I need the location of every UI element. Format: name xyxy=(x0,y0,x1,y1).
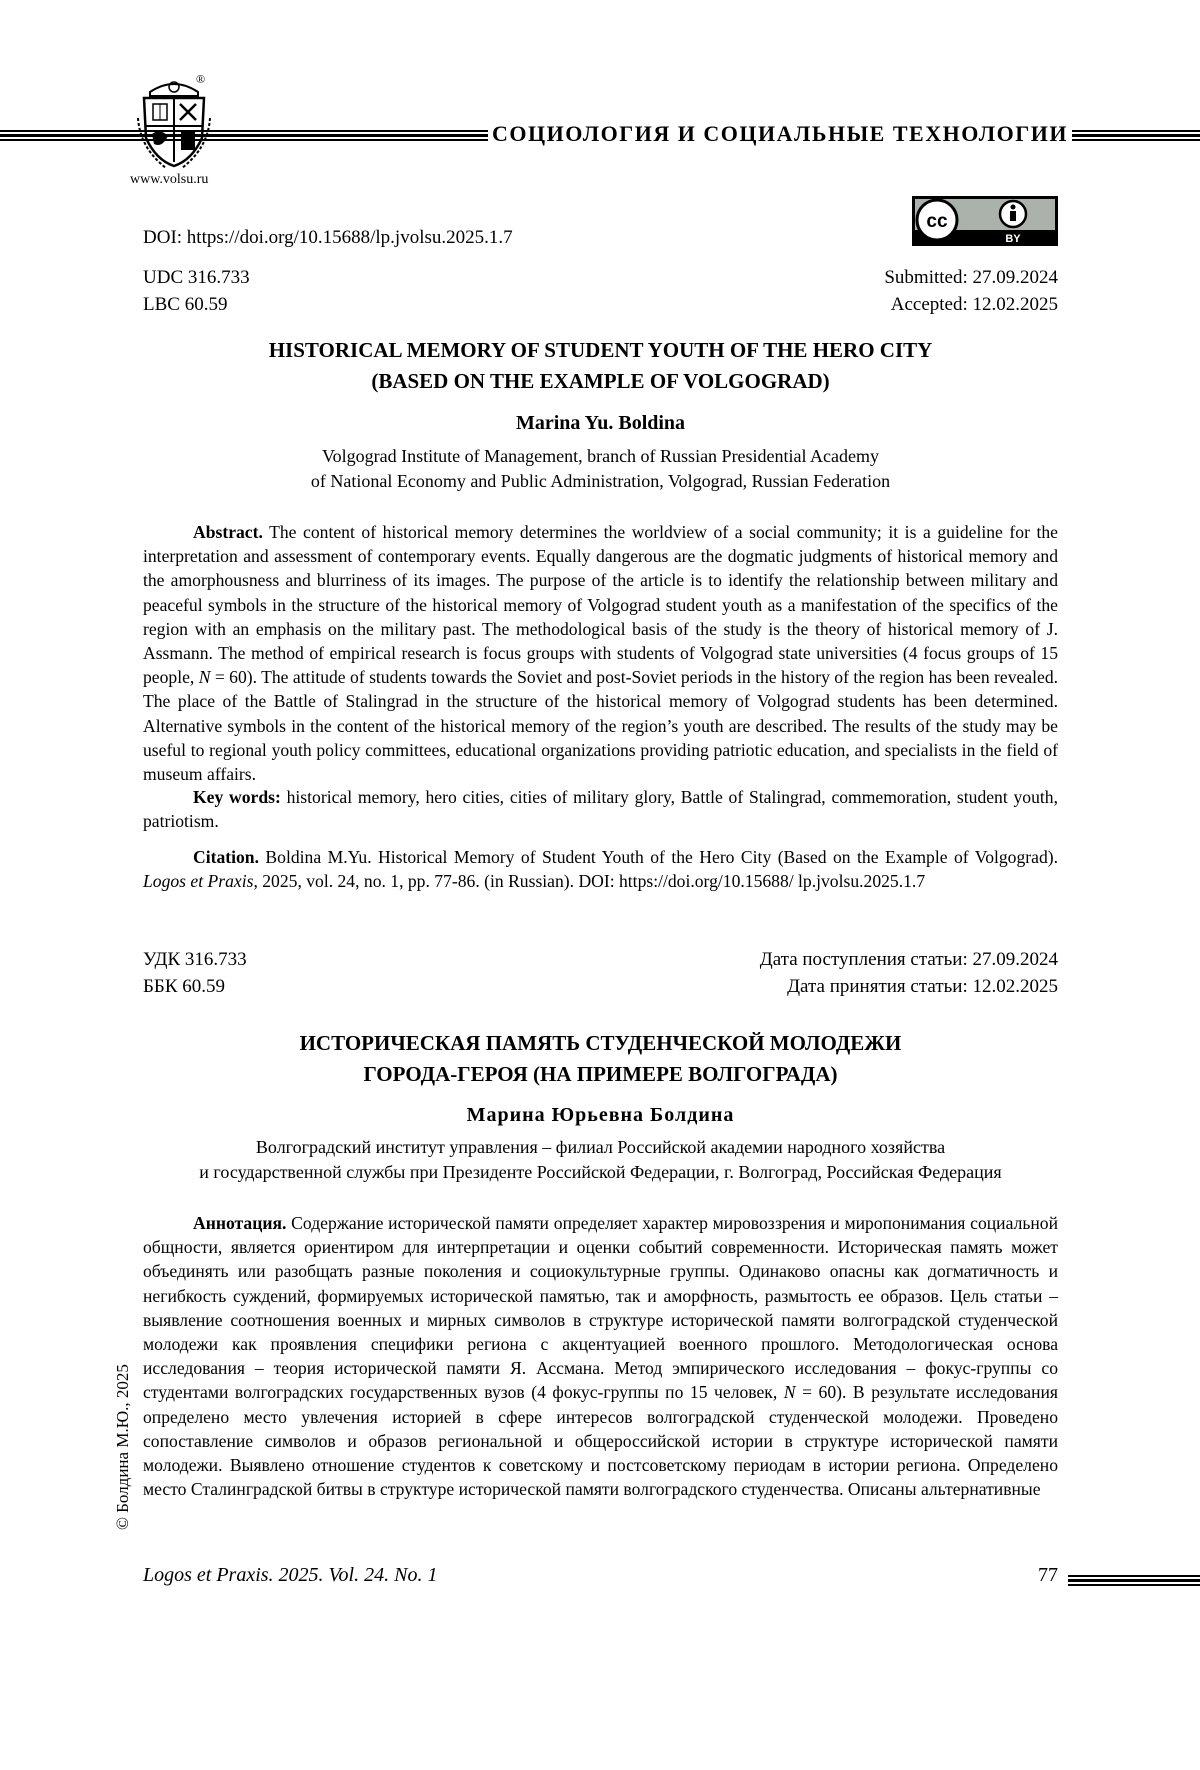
header-rule-left xyxy=(0,130,488,144)
header-rule-right xyxy=(1072,130,1200,144)
footer-rule xyxy=(1068,1575,1200,1589)
accepted-date: Accepted: 12.02.2025 xyxy=(890,294,1058,315)
svg-text:cc: cc xyxy=(926,211,948,232)
affiliation-en: Volgograd Institute of Management, branch of Russian Presidential Academy of National Economy and Public Administration, Volgograd, Russian Federation xyxy=(310,446,891,491)
ru-dates xyxy=(760,946,1058,1000)
en-dates xyxy=(884,264,1058,318)
bbk-code: ББК 60.59 xyxy=(143,976,225,997)
affiliation-ru: Волгоградский институт управления – филиал Российской академии народного хозяйства и государственной службы при Президенте Российской Федерации, г. Волгоград, Российская Федерация xyxy=(199,1137,1002,1182)
footer-journal: Logos et Praxis. 2025. Vol. 24. No. 1 xyxy=(143,1564,438,1586)
author-name-en: Marina Yu. Boldina xyxy=(515,412,686,434)
udc-code: UDC 316.733 xyxy=(143,267,250,288)
submitted-date-ru: Дата поступления статьи: 27.09.2024 xyxy=(759,949,1058,970)
site-url[interactable]: www.volsu.ru xyxy=(130,172,209,187)
lbc-code: LBC 60.59 xyxy=(143,294,228,315)
en-classification xyxy=(143,264,250,318)
article-title-ru: ИСТОРИЧЕСКАЯ ПАМЯТЬ СТУДЕНЧЕСКОЙ МОЛОДЕЖИ ГОРОДА-ГЕРОЯ (НА ПРИМЕРЕ ВОЛГОГРАДА) xyxy=(299,1031,902,1086)
copyright-vertical: © Болдина М.Ю., 2025 xyxy=(113,1364,132,1530)
doi-link[interactable]: DOI: https://doi.org/10.15688/lp.jvolsu.2025.1.7 xyxy=(143,227,513,248)
registered-mark: ® xyxy=(196,72,206,86)
udk-code: УДК 316.733 xyxy=(143,949,247,970)
cc-by-license-icon[interactable] xyxy=(912,196,1058,246)
abstract-en: Abstract. The content of historical memory determines the worldview of a social community; it is a guideline for the interpretation and assessment of contemporary events. Equally dangerous are the dogmatic judgments of historical memory and the amorphousness and blurriness of its images. The purpose of the article is to identify the relationship between military and peaceful symbols in the structure of the historical memory of Volgograd student youth as a manifestation of the specifics of the region with an emphasis on the military past. The methodological basis of the study is the theory of historical memory of J. Assmann. The method of empirical research is focus groups with students of Volgograd state universities (4 focus groups of 15 people, N = 60). The attitude of students towards the Soviet and post-Soviet periods in the history of the region has been revealed. The place of the Battle of Stalingrad in the structure of the historical memory of Volgograd students has been determined. Alternative symbols in the content of the historical memory of the region’s youth are described. The results of the study may be useful to regional youth policy committees, educational organizations providing patriotic education, and specialists in the field of museum affairs. xyxy=(143,522,1059,785)
accepted-date-ru: Дата принятия статьи: 12.02.2025 xyxy=(787,976,1058,997)
article-title-en: HISTORICAL MEMORY OF STUDENT YOUTH OF THE HERO CITY (BASED ON THE EXAMPLE OF VOLGOGRAD) xyxy=(268,338,933,393)
page-number: 77 xyxy=(1038,1564,1058,1586)
citation-en: Citation. Boldina M.Yu. Historical Memory of Student Youth of the Hero City (Based on the Example of Volgograd). Logos et Praxis, 2025, vol. 24, no. 1, pp. 77-86. (in Russian). DOI: https://doi.org/10.15688/ lp.jvolsu.2025.1.7 xyxy=(143,847,1058,892)
keywords-en: Key words: historical memory, hero cities, cities of military glory, Battle of Stalingrad, commemoration, student youth, patriotism. xyxy=(143,787,1058,832)
journal-section-title: СОЦИОЛОГИЯ И СОЦИАЛЬНЫЕ ТЕХНОЛОГИИ xyxy=(492,121,1068,146)
author-name-ru: Марина Юрьевна Болдина xyxy=(466,1104,735,1126)
ru-classification xyxy=(143,946,247,1000)
submitted-date: Submitted: 27.09.2024 xyxy=(884,267,1058,288)
svg-text:BY: BY xyxy=(1005,233,1021,245)
university-crest-logo xyxy=(136,78,212,170)
abstract-ru: Аннотация. Содержание исторической памяти определяет характер мировоззрения и миропонимания социальной общности, является ориентиром для интерпретации и оценки событий современности. Историческая память может объединять или разобщать разные поколения и социокультурные группы. Одинаково опасны как догматичность и негибкость суждений, формируемых исторической памятью, так и аморфность, размытость ее образов. Цель статьи – выявление соотношения военных и мирных символов в структуре исторической памяти волгоградской студенческой молодежи как проявления специфики региона с акцентуацией военного прошлого. Методологическая основа исследования – теория исторической памяти Я. Ассмана. Метод эмпирического исследования – фокус-группы со студентами волгоградских государственных вузов (4 фокус-группы по 15 человек, N = 60). В результате исследования определено место увлечения историей в сфере интересов волгоградской студенческой молодежи. Проведено сопоставление символов и образов региональной и общероссийской истории в структуре исторической памяти молодежи. Выявлено отношение студентов к советскому и постсоветскому периодам в истории региона. Определено место Сталинградской битвы в структуре исторической памяти волгоградского студенчества. Описаны альтернативные xyxy=(143,1213,1058,1500)
